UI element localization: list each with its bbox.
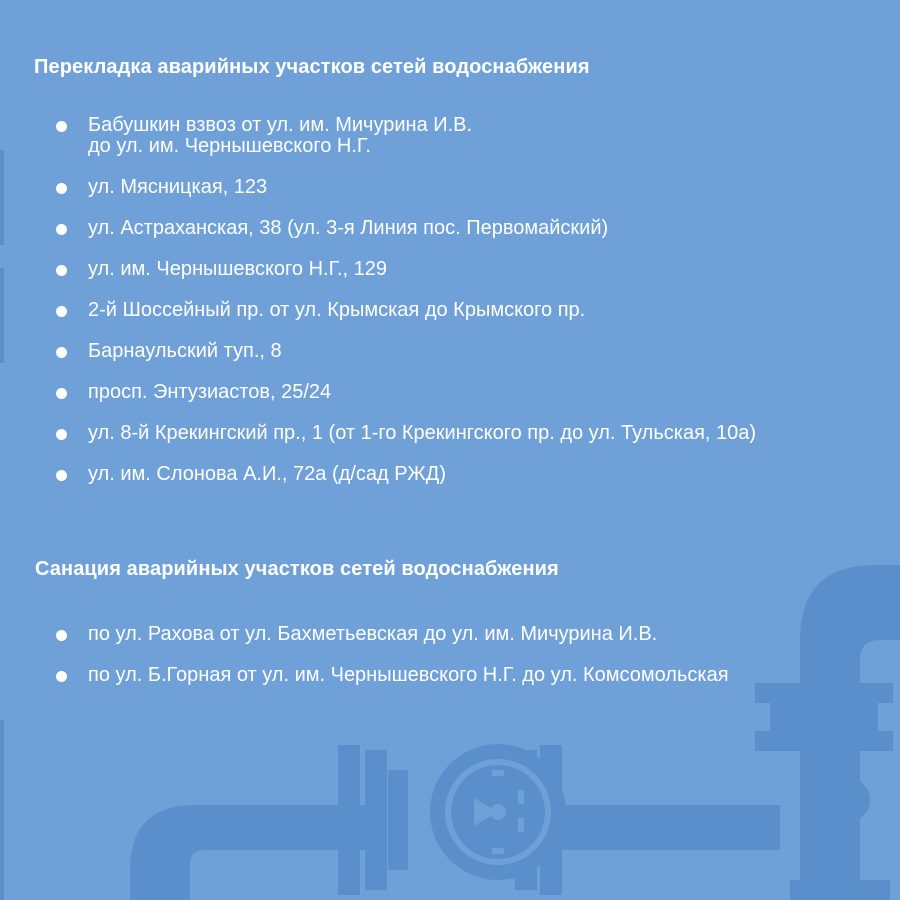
list-item-text: 2-й Шоссейный пр. от ул. Крымская до Крымского пр. xyxy=(88,299,586,321)
list-item-text: ул. им. Чернышевского Н.Г., 129 xyxy=(88,258,388,280)
list-item xyxy=(56,341,756,362)
list-item-text: по ул. Б.Горная от ул. им. Чернышевского Н.Г. до ул. Комсомольская xyxy=(88,664,729,686)
replacement-address-list xyxy=(56,115,756,505)
list-item-text: Бабушкин взвоз от ул. им. Мичурина И.В. xyxy=(88,114,473,136)
list-item-text: Барнаульский туп., 8 xyxy=(88,340,282,362)
list-item-text: до ул. им. Чернышевского Н.Г. xyxy=(88,135,371,157)
bullet-icon xyxy=(56,388,67,399)
list-item-text: ул. Астраханская, 38 (ул. 3-я Линия пос. Первомайский) xyxy=(88,217,609,239)
list-item xyxy=(56,259,756,280)
list-item xyxy=(56,218,756,239)
bullet-icon xyxy=(56,630,67,641)
section-title-sanitation: Санация аварийных участков сетей водоснабжения xyxy=(35,558,559,580)
bullet-icon xyxy=(56,306,67,317)
left-edge-bar-2 xyxy=(0,268,4,363)
list-item xyxy=(56,382,756,403)
list-item-text: ул. им. Слонова А.И., 72а (д/сад РЖД) xyxy=(88,463,446,485)
list-item-text: ул. 8-й Крекингский пр., 1 (от 1-го Крекингского пр. до ул. Тульская, 10а) xyxy=(88,422,757,444)
list-item xyxy=(56,464,756,485)
bullet-icon xyxy=(56,121,67,132)
bullet-icon xyxy=(56,470,67,481)
list-item-text: по ул. Рахова от ул. Бахметьевская до ул. им. Мичурина И.В. xyxy=(88,623,658,645)
bullet-icon xyxy=(56,347,67,358)
list-item xyxy=(56,624,729,645)
bullet-icon xyxy=(56,265,67,276)
section-title-replacement: Перекладка аварийных участков сетей водоснабжения xyxy=(34,56,590,78)
list-item xyxy=(56,177,756,198)
list-item xyxy=(56,300,756,321)
list-item xyxy=(56,665,729,686)
bullet-icon xyxy=(56,224,67,235)
list-item-text: ул. Мясницкая, 123 xyxy=(88,176,268,198)
bullet-icon xyxy=(56,429,67,440)
list-item xyxy=(56,115,756,157)
sanitation-address-list xyxy=(56,624,729,706)
list-item-text: просп. Энтузиастов, 25/24 xyxy=(88,381,332,403)
list-item xyxy=(56,423,756,444)
bullet-icon xyxy=(56,671,67,682)
left-edge-bar-1 xyxy=(0,150,4,245)
bullet-icon xyxy=(56,183,67,194)
left-edge-bar-3 xyxy=(0,720,4,900)
